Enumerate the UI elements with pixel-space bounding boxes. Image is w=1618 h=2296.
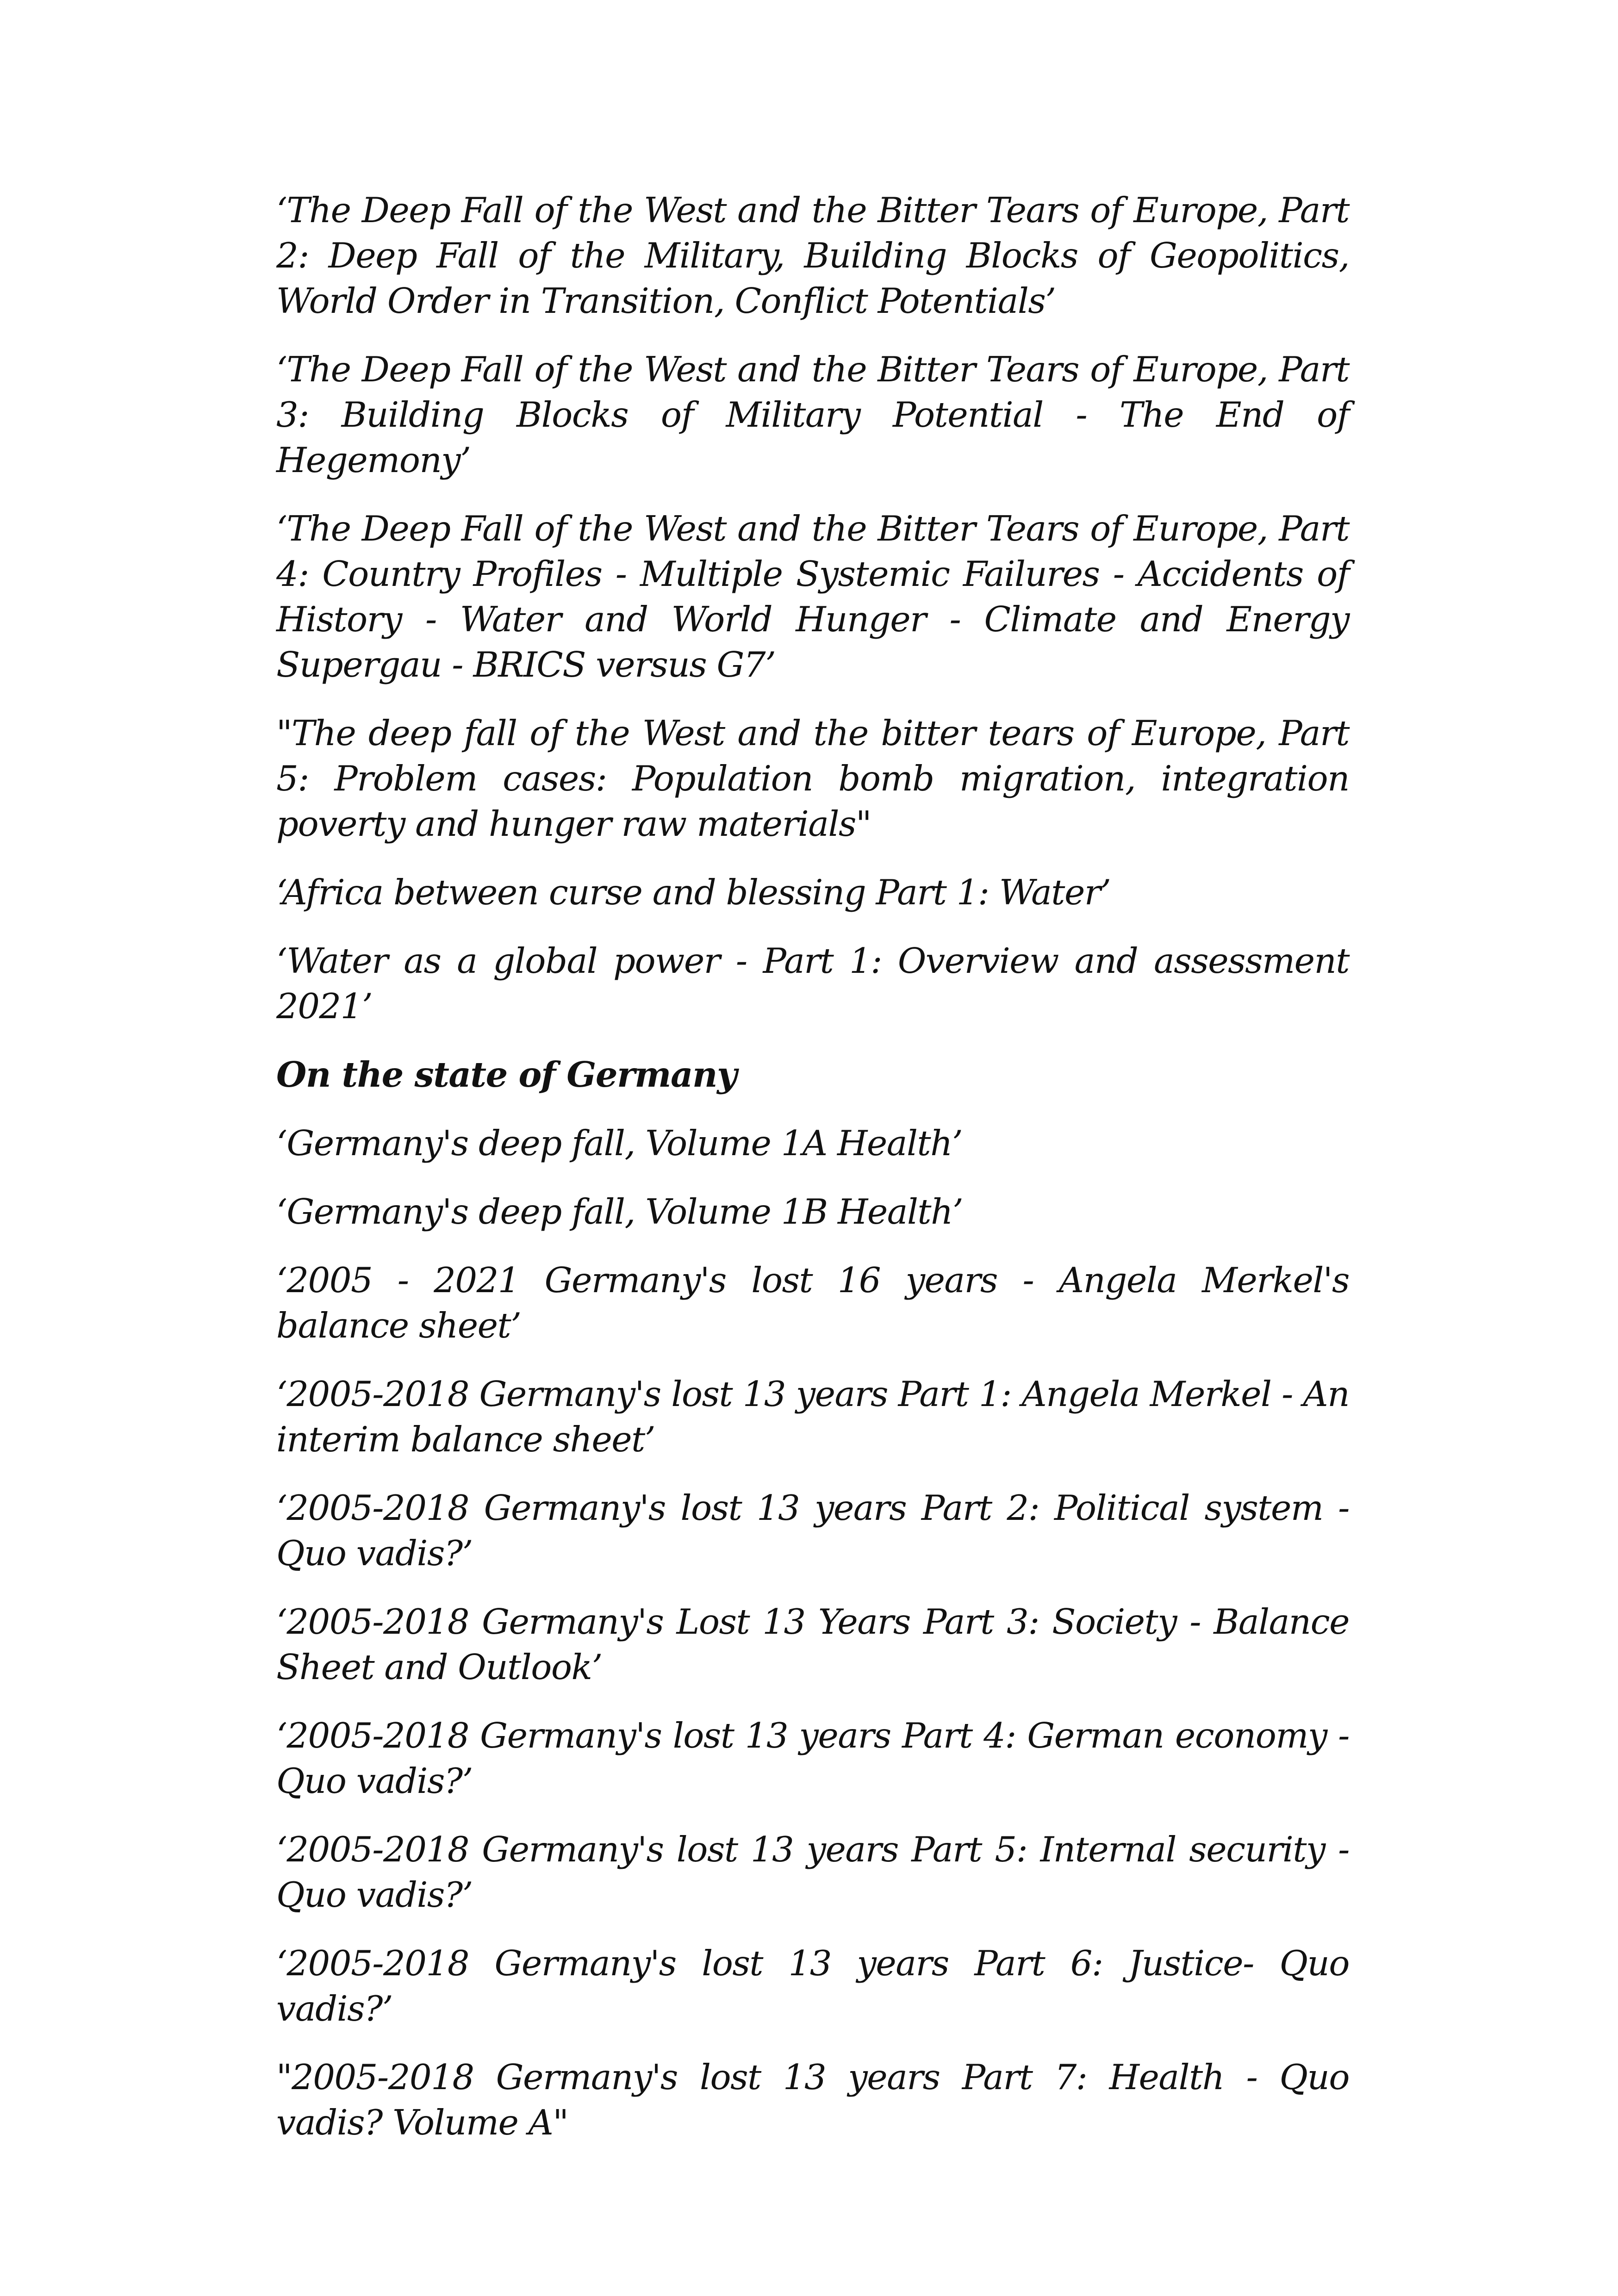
section-heading: On the state of Germany	[276, 1054, 737, 1095]
book-title-entry: ‘2005-2018 Germany's lost 13 years Part 5: Internal security - Quo vadis?’	[276, 1829, 1349, 1915]
book-title-entry: ‘The Deep Fall of the West and the Bitter Tears of Europe, Part 3: Building Blocks of Military Potential - The End of Hegemony’	[276, 349, 1349, 480]
book-title-entry: ‘2005-2018 Germany's lost 13 years Part 6: Justice- Quo vadis?’	[276, 1943, 1349, 2029]
book-title-entry: ‘Africa between curse and blessing Part 1: Water’	[276, 872, 1111, 913]
book-title-entry: ‘2005-2018 Germany's lost 13 years Part 1: Angela Merkel - An interim balance sheet’	[276, 1374, 1349, 1460]
book-title-entry: ‘2005-2018 Germany's Lost 13 Years Part 3: Society - Balance Sheet and Outlook’	[276, 1601, 1349, 1687]
book-title-entry: ‘Water as a global power - Part 1: Overview and assessment 2021’	[276, 940, 1349, 1027]
book-title-entry: ‘The Deep Fall of the West and the Bitter Tears of Europe, Part 2: Deep Fall of the Military, Building Blocks of Geopolitics, World Order in Transition, Conflict Potentials’	[276, 190, 1349, 321]
book-title-entry: ‘Germany's deep fall, Volume 1A Health’	[276, 1123, 963, 1164]
book-title-entry: ‘The Deep Fall of the West and the Bitter Tears of Europe, Part 4: Country Profiles - Multiple Systemic Failures - Accidents of History - Water and World Hunger - Climate and Energy Supergau - BRICS versus G7’	[276, 508, 1349, 685]
book-title-entry: "2005-2018 Germany's lost 13 years Part 7: Health - Quo vadis? Volume A"	[276, 2057, 1349, 2143]
book-title-entry: ‘2005-2018 Germany's lost 13 years Part 2: Political system - Quo vadis?’	[276, 1487, 1349, 1574]
book-title-entry: ‘2005 - 2021 Germany's lost 16 years - Angela Merkel's balance sheet’	[276, 1260, 1349, 1346]
book-title-entry: "The deep fall of the West and the bitter tears of Europe, Part 5: Problem cases: Population bomb migration, integration poverty and hunger raw materials"	[276, 713, 1349, 844]
document-body	[276, 187, 1349, 2168]
book-title-entry: ‘Germany's deep fall, Volume 1B Health’	[276, 1191, 963, 1232]
book-title-entry: ‘2005-2018 Germany's lost 13 years Part 4: German economy - Quo vadis?’	[276, 1715, 1349, 1801]
